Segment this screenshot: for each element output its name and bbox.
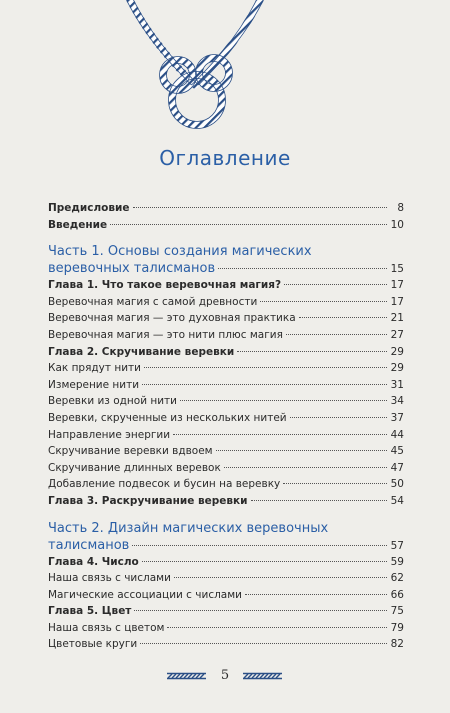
toc-entry-page: 8 bbox=[397, 202, 404, 214]
toc-entry[interactable] bbox=[48, 310, 404, 327]
toc-entry-label: Веревочная магия с самой древности bbox=[48, 295, 258, 308]
toc-entry[interactable] bbox=[48, 410, 404, 427]
dot-leader bbox=[216, 450, 387, 451]
toc-entry-label: Веревочная магия — это духовная практика bbox=[48, 312, 296, 325]
toc-entry[interactable] bbox=[48, 427, 404, 444]
part-1-page: 15 bbox=[390, 263, 404, 276]
toc-entry-label: Наша связь с цветом bbox=[48, 621, 165, 634]
toc-entry-page: 62 bbox=[390, 572, 404, 585]
dot-leader bbox=[132, 545, 387, 546]
toc-entry-page: 79 bbox=[390, 621, 404, 634]
toc-entry-label: Наша связь с числами bbox=[48, 572, 171, 585]
part-1-title-line1: Часть 1. Основы создания магических bbox=[48, 244, 312, 260]
toc-entry-label: Как прядут нити bbox=[48, 362, 141, 375]
rope-knot-illustration bbox=[110, 0, 280, 140]
toc-entry-introduction[interactable] bbox=[48, 217, 404, 234]
toc-entry-label: Предисловие bbox=[48, 202, 130, 214]
dot-leader bbox=[140, 643, 387, 644]
toc-entry[interactable] bbox=[48, 443, 404, 460]
dot-leader bbox=[142, 384, 387, 385]
toc-entry-page: 17 bbox=[390, 295, 404, 308]
toc-entry[interactable] bbox=[48, 587, 404, 604]
dot-leader bbox=[110, 224, 387, 225]
toc-entry[interactable] bbox=[48, 493, 404, 510]
table-of-contents bbox=[48, 200, 404, 653]
toc-entry[interactable] bbox=[48, 603, 404, 620]
toc-part-2-heading[interactable] bbox=[48, 520, 404, 554]
toc-entry-page: 34 bbox=[390, 395, 404, 408]
dot-leader bbox=[144, 367, 387, 368]
toc-entry-page: 66 bbox=[390, 588, 404, 601]
toc-entry[interactable] bbox=[48, 476, 404, 493]
dot-leader bbox=[218, 268, 387, 269]
toc-entry-label: Направление энергии bbox=[48, 428, 171, 441]
dot-leader bbox=[133, 207, 387, 208]
toc-entry-label: Глава 1. Что такое веревочная магия? bbox=[48, 279, 282, 292]
toc-entry-label: Скручивание веревки вдвоем bbox=[48, 445, 213, 458]
toc-entry-label: Добавление подвесок и бусин на веревку bbox=[48, 478, 281, 491]
dot-leader bbox=[251, 500, 387, 501]
toc-entry-page: 45 bbox=[390, 445, 404, 458]
dot-leader bbox=[237, 351, 387, 352]
dot-leader bbox=[174, 577, 387, 578]
toc-entry-page: 44 bbox=[390, 428, 404, 441]
dot-leader bbox=[245, 594, 387, 595]
toc-entry-label: Введение bbox=[48, 218, 108, 231]
toc-entry-page: 75 bbox=[390, 605, 404, 618]
dot-leader bbox=[260, 301, 387, 302]
toc-entry-page: 29 bbox=[390, 362, 404, 375]
toc-entry[interactable] bbox=[48, 620, 404, 637]
part-2-page: 57 bbox=[390, 539, 404, 552]
toc-entry[interactable] bbox=[48, 570, 404, 587]
dot-leader bbox=[142, 561, 387, 562]
toc-entry-page: 29 bbox=[390, 345, 404, 358]
toc-entry-page: 17 bbox=[390, 279, 404, 292]
toc-entry[interactable] bbox=[48, 393, 404, 410]
toc-entry-label: Цветовые круги bbox=[48, 638, 138, 651]
toc-entry-label: Веревки, скрученные из нескольких нитей bbox=[48, 411, 287, 424]
toc-entry-label: Глава 4. Число bbox=[48, 555, 139, 568]
dot-leader bbox=[224, 467, 387, 468]
dot-leader bbox=[284, 284, 387, 285]
toc-entry-preface[interactable] bbox=[48, 200, 404, 217]
dot-leader bbox=[180, 400, 387, 401]
rope-ornament-right bbox=[243, 672, 283, 680]
toc-entry[interactable] bbox=[48, 636, 404, 653]
toc-entry-page: 59 bbox=[390, 555, 404, 568]
toc-entry[interactable] bbox=[48, 554, 404, 571]
page-footer bbox=[0, 668, 450, 683]
toc-entry-label: Глава 2. Скручивание веревки bbox=[48, 345, 235, 358]
toc-entry-page: 10 bbox=[390, 218, 404, 231]
toc-entry-page: 21 bbox=[390, 312, 404, 325]
toc-entry[interactable] bbox=[48, 344, 404, 361]
toc-entry-page: 50 bbox=[390, 478, 404, 491]
toc-entry-label: Скручивание длинных веревок bbox=[48, 461, 221, 474]
toc-entry-label: Магические ассоциации с числами bbox=[48, 588, 242, 601]
toc-entry-label: Глава 3. Раскручивание веревки bbox=[48, 494, 248, 507]
dot-leader bbox=[173, 434, 387, 435]
toc-entry[interactable] bbox=[48, 360, 404, 377]
toc-entry-label: Глава 5. Цвет bbox=[48, 605, 132, 618]
dot-leader bbox=[283, 483, 387, 484]
toc-title: Оглавление bbox=[159, 146, 291, 170]
toc-entry-page: 47 bbox=[390, 461, 404, 474]
part-2-title-line1: Часть 2. Дизайн магических веревочных bbox=[48, 520, 329, 536]
toc-entry[interactable] bbox=[48, 377, 404, 394]
toc-entry-page: 31 bbox=[390, 378, 404, 391]
page-number: 5 bbox=[220, 668, 230, 683]
toc-entry-label: Измерение нити bbox=[48, 378, 140, 391]
part-2-title-line2: талисманов bbox=[48, 537, 130, 553]
toc-entry[interactable] bbox=[48, 460, 404, 477]
toc-entry[interactable] bbox=[48, 294, 404, 311]
toc-entry-page: 37 bbox=[390, 411, 404, 424]
toc-entry[interactable] bbox=[48, 327, 404, 344]
dot-leader bbox=[167, 627, 387, 628]
dot-leader bbox=[286, 334, 387, 335]
dot-leader bbox=[299, 317, 387, 318]
toc-entry[interactable] bbox=[48, 277, 404, 294]
toc-entry-label: Веревочная магия — это нити плюс магия bbox=[48, 328, 283, 341]
dot-leader bbox=[290, 417, 387, 418]
toc-entry-page: 82 bbox=[390, 638, 404, 651]
toc-entry-page: 27 bbox=[390, 328, 404, 341]
toc-part-1-heading[interactable] bbox=[48, 243, 404, 277]
dot-leader bbox=[134, 610, 387, 611]
toc-entry-page: 54 bbox=[390, 494, 404, 507]
rope-ornament-left bbox=[167, 672, 207, 680]
toc-entry-label: Веревки из одной нити bbox=[48, 395, 177, 408]
part-1-title-line2: веревочных талисманов bbox=[48, 261, 216, 277]
